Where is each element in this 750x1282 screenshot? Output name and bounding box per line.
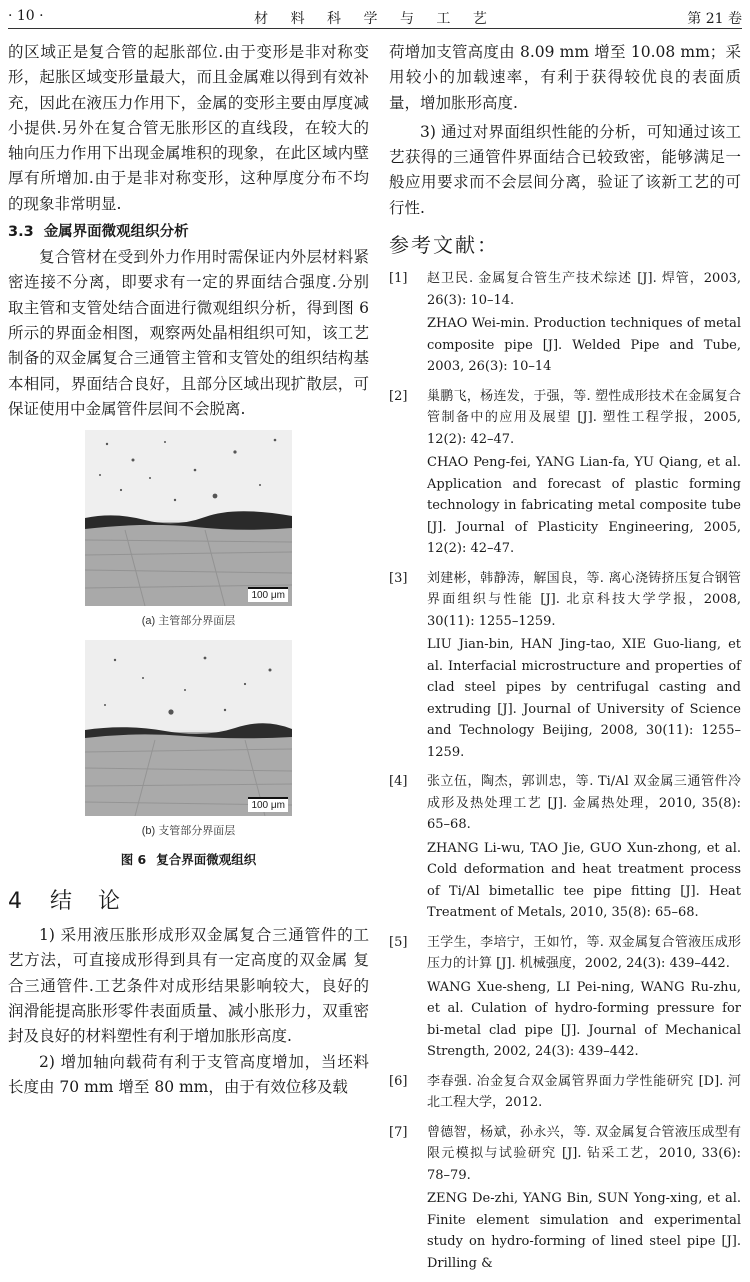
chapter-title: 结 论 <box>50 889 123 915</box>
section-heading <box>8 219 369 245</box>
section-paragraph: 复合管材在受到外力作用时需保证内外层材料紧密连接不分离，即要求有一定的界面结合强度.分别取主管和支管处结合面进行微观组织分析，得到图 6 所示的界面金相图，观察两处晶相组织可知，该工艺制备的双金属复合三通管主管和支管处的组织结构基本相同，界面结合良好，且部分区域出现扩散层，可保证使用中金属管件层间不会脱离. <box>8 248 369 418</box>
right-column <box>389 40 741 1282</box>
reference-item <box>389 1071 741 1114</box>
running-header <box>8 4 742 29</box>
reference-number: [4] <box>389 774 408 790</box>
figure-title: 复合界面微观组织 <box>156 852 257 868</box>
reference-chinese: 曾德智，杨斌，孙永兴，等. 双金属复合管液压成型有限元模拟与试验研究 [J]. 钻采工艺，2010, 33(6): 78–79. <box>427 1124 741 1183</box>
reference-body <box>427 1071 741 1114</box>
reference-item <box>389 1122 741 1275</box>
reference-chinese: 刘建彬，韩静涛，解国良，等. 离心浇铸挤压复合钢管界面组织与性能 [J]. 北京科技大学学报，2008, 30(11): 1255–1259. <box>427 570 741 629</box>
reference-number: [1] <box>389 271 408 287</box>
left-column <box>8 40 369 1100</box>
reference-body <box>427 1122 741 1275</box>
reference-chinese: 赵卫民. 金属复合管生产技术综述 [J]. 焊管，2003, 26(3): 10–14. <box>427 271 741 308</box>
scale-bar-a: 100 μm <box>248 587 288 602</box>
volume-label: 第 21 卷 <box>687 11 742 27</box>
reference-body <box>427 268 741 378</box>
micrograph-main-pipe <box>85 430 292 606</box>
reference-item <box>389 771 741 924</box>
micrograph-branch-pipe <box>85 640 292 816</box>
reference-number: [3] <box>389 570 408 586</box>
reference-chinese: 王学生，李培宁，王如竹，等. 双金属复合管液压成形压力的计算 [J]. 机械强度，2002, 24(3): 439–442. <box>427 934 741 972</box>
conclusion-2-continued: 荷增加支管高度由 8.09 mm 增至 10.08 mm；采用较小的加载速率，有利于获得较优良的表面质量，增加胀形高度. <box>389 43 741 112</box>
conclusion-3: 3) 通过对界面组织性能的分析，可知通过该工艺获得的三通管件界面结合已较致密，能够满足一般应用要求而不会层间分离，验证了该新工艺的可行性. <box>389 122 741 217</box>
conclusion-2: 2) 增加轴向载荷有利于支管高度增加，当坯料长度由 70 mm 增至 80 mm，由于有效位移及载 <box>8 1052 369 1096</box>
reference-body <box>427 932 741 1063</box>
journal-title: 材 料 科 学 与 工 艺 <box>254 11 496 27</box>
reference-number: [5] <box>389 934 408 950</box>
section-number: 3.3 <box>8 224 34 241</box>
reference-item <box>389 568 741 764</box>
reference-english: ZHAO Wei-min. Production techniques of metal composite pipe [J]. Welded Pipe and Tube, 2003, 26(3): 10–14 <box>427 316 741 375</box>
reference-english: ZENG De-zhi, YANG Bin, SUN Yong-xing, et al. Finite element simulation and experimental study on hydro-forming of lined steel pipe [J]. Drilling & <box>427 1191 741 1271</box>
page-number: · 10 · <box>8 8 44 24</box>
reference-english: ZHANG Li-wu, TAO Jie, GUO Xun-zhong, et al. Cold deformation and heat treatment process of Ti/Al bimetallic tee pipe fitting [J]. Heat Treatment of Metals, 2010, 35(8): 65–68. <box>427 840 741 921</box>
reference-chinese: 李春强. 冶金复合双金属管界面力学性能研究 [D]. 河北工程大学，2012. <box>427 1073 741 1111</box>
reference-body <box>427 771 741 924</box>
figure-number: 图 6 <box>120 852 147 868</box>
reference-number: [7] <box>389 1124 408 1140</box>
reference-english: LIU Jian-bin, HAN Jing-tao, XIE Guo-liang, et al. Interfacial microstructure and properties of clad steel pipes by centrifugal casting and extruding [J]. Journal of University of Science and Technology Beijing, 2008, 30(11): 1255–1259. <box>427 637 741 760</box>
intro-paragraph: 的区域正是复合管的起胀部位.由于变形是非对称变形，起胀区域变形量最大，而且金属难以得到有效补充，因此在液压力作用下，金属的变形主要由厚度减小提供.另外在复合管无胀形区的直线段，在较大的轴向压力作用下出现金属堆积的现象，在此区域内壁厚有所增加.由于是非对称变形，这种厚度分布不均的现象非常明显. <box>8 43 369 213</box>
scale-bar-b: 100 μm <box>248 797 288 812</box>
reference-english: CHAO Peng-fei, YANG Lian-fa, YU Qiang, et al. Application and forecast of plastic forming technology in fabricating metal composite tube [J]. Journal of Plasticity Engineering, 2005, 12(2): 42–47. <box>427 455 741 557</box>
subcaption-a: (a) 主管部分界面层 <box>141 615 236 628</box>
figure-caption <box>8 850 369 868</box>
section-title: 金属界面微观组织分析 <box>43 224 189 241</box>
chapter-heading <box>8 884 369 915</box>
reference-english: WANG Xue-sheng, LI Pei-ning, WANG Ru-zhu, et al. Culation of hydro-forming pressure for bi-metal clad pipe [J]. Journal of Mechanical Strength, 2002, 24(3): 439–442. <box>427 979 741 1060</box>
reference-list <box>389 268 741 1274</box>
reference-chinese: 巢鹏飞，杨连发，于强，等. 塑性成形技术在金属复合管制备中的应用及展望 [J]. 塑性工程学报，2005, 12(2): 42–47. <box>427 388 741 447</box>
chapter-number: 4 <box>8 889 24 915</box>
reference-item <box>389 268 741 378</box>
reference-number: [6] <box>389 1073 408 1089</box>
reference-number: [2] <box>389 388 408 404</box>
reference-chinese: 张立伍，陶杰，郭训忠，等. Ti/Al 双金属三通管件冷成形及热处理工艺 [J]. 金属热处理，2010, 35(8): 65–68. <box>427 774 741 833</box>
figure-6 <box>8 430 369 868</box>
reference-body <box>427 386 741 560</box>
reference-body <box>427 568 741 764</box>
reference-item <box>389 386 741 560</box>
references-heading: 参考文献： <box>389 233 499 258</box>
conclusion-1: 1) 采用液压胀形成形双金属复合三通管件的工艺方法，可直接成形得到具有一定高度的双金属 复合三通管件.工艺条件对成形结果影响较大，良好的润滑能提高胀形零件表面质量、减小胀形力，双重密封及良好的材料塑性有利于增加胀形高度. <box>8 926 369 1046</box>
subcaption-b: (b) 支管部分界面层 <box>141 825 236 838</box>
reference-item <box>389 932 741 1063</box>
